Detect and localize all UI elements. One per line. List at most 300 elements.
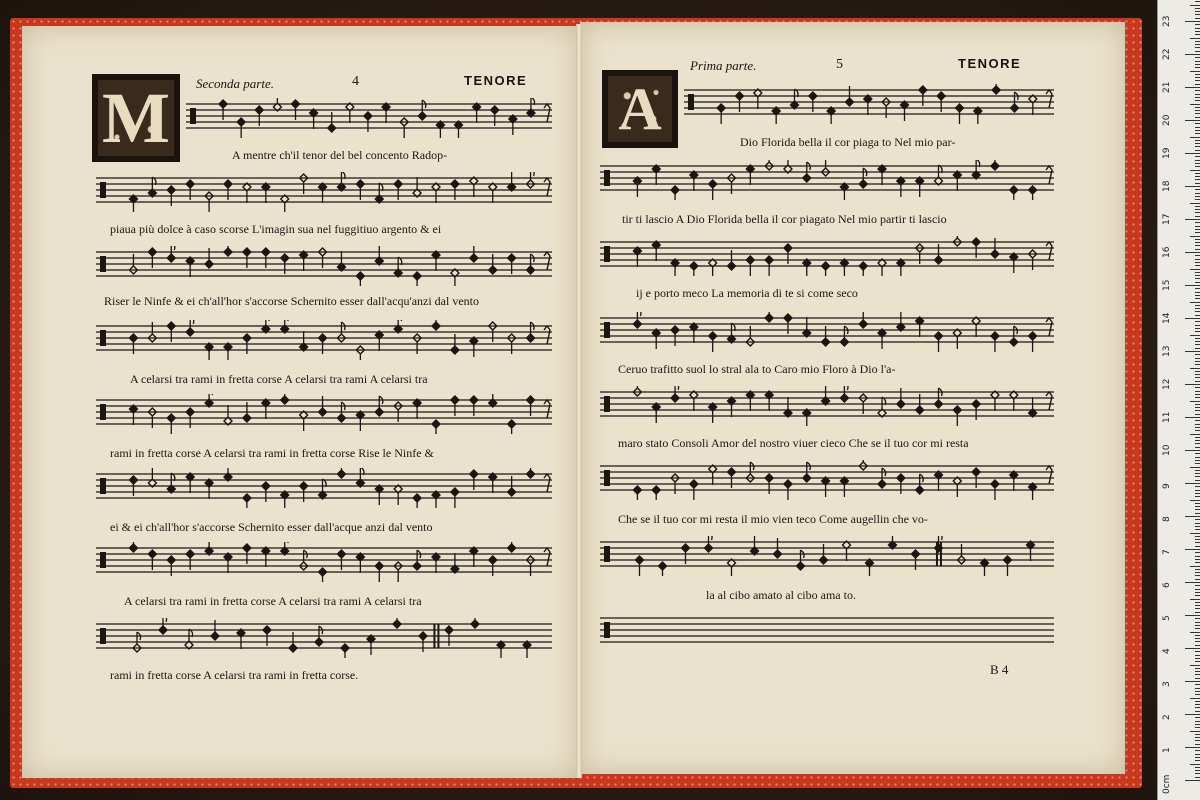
ruler-minor-tick — [1195, 255, 1200, 256]
ruler-minor-tick — [1195, 727, 1200, 728]
ruler-minor-tick — [1195, 605, 1200, 606]
ruler-minor-tick — [1195, 278, 1200, 279]
ruler-minor-tick — [1195, 750, 1200, 751]
book-spine — [576, 24, 582, 778]
lyric-line: A mentre ch'il tenor del bel concento Radop- — [232, 148, 448, 162]
ruler-minor-tick — [1195, 226, 1200, 227]
ruler-tick — [1185, 21, 1200, 22]
ruler-minor-tick — [1195, 430, 1200, 431]
ruler-label: 21 — [1162, 81, 1172, 93]
ruler-minor-tick — [1195, 272, 1200, 273]
ruler-minor-tick — [1190, 5, 1200, 6]
ruler-minor-tick — [1195, 265, 1200, 266]
ruler-minor-tick — [1195, 767, 1200, 768]
ruler-minor-tick — [1195, 179, 1200, 180]
ruler-minor-tick — [1195, 176, 1200, 177]
music-staff — [186, 98, 552, 136]
ruler-minor-tick — [1195, 57, 1200, 58]
ruler-minor-tick — [1195, 348, 1200, 349]
ruler-minor-tick — [1195, 212, 1200, 213]
ruler-tick — [1185, 681, 1200, 682]
ruler-label: 0cm — [1162, 774, 1172, 794]
lyric-line: A celarsi tra rami in fretta corse A celarsi tra rami A celarsi tra — [130, 372, 428, 386]
ruler-minor-tick — [1195, 496, 1200, 497]
ruler-minor-tick — [1195, 651, 1200, 652]
ruler-minor-tick — [1195, 249, 1200, 250]
ruler-minor-tick — [1195, 625, 1200, 626]
lyric-line: Che se il tuo cor mi resta il mio vien teco Come augellin che vo- — [618, 512, 928, 526]
ruler-minor-tick — [1195, 404, 1200, 405]
ruler-minor-tick — [1195, 311, 1200, 312]
ruler-tick — [1185, 219, 1200, 220]
ruler-label: 8 — [1162, 516, 1172, 522]
ruler-minor-tick — [1195, 585, 1200, 586]
ruler-minor-tick — [1195, 770, 1200, 771]
ruler-minor-tick — [1190, 38, 1200, 39]
lyric-line: Riser le Ninfe & ei ch'all'hor s'accorse Schernito esser dall'acqu'anzi dal vento — [104, 294, 480, 308]
ruler-minor-tick — [1195, 704, 1200, 705]
ruler-minor-tick — [1195, 674, 1200, 675]
ruler-minor-tick — [1195, 229, 1200, 230]
ruler-tick — [1185, 417, 1200, 418]
ruler-minor-tick — [1195, 734, 1200, 735]
ruler-minor-tick — [1195, 476, 1200, 477]
ruler-minor-tick — [1195, 321, 1200, 322]
ruler-label: 7 — [1162, 549, 1172, 555]
music-staff — [600, 460, 1054, 498]
ruler-minor-tick — [1195, 216, 1200, 217]
ruler-minor-tick — [1195, 602, 1200, 603]
ruler-minor-tick — [1195, 199, 1200, 200]
ruler-minor-tick — [1195, 470, 1200, 471]
ruler-minor-tick — [1195, 341, 1200, 342]
ruler-label: 16 — [1162, 246, 1172, 258]
ruler-minor-tick — [1195, 635, 1200, 636]
ruler-tick — [1185, 516, 1200, 517]
ruler-minor-tick — [1195, 94, 1200, 95]
left-voice-label: TENORE — [464, 73, 528, 88]
ruler-minor-tick — [1190, 434, 1200, 435]
ruler-minor-tick — [1195, 724, 1200, 725]
ruler-label: 20 — [1162, 114, 1172, 126]
music-staff — [600, 312, 1054, 350]
ruler-minor-tick — [1195, 325, 1200, 326]
ruler-minor-tick — [1195, 156, 1200, 157]
ruler-tick — [1185, 582, 1200, 583]
ruler-minor-tick — [1190, 368, 1200, 369]
ruler-minor-tick — [1195, 579, 1200, 580]
ruler-minor-tick — [1195, 622, 1200, 623]
ruler-minor-tick — [1195, 1, 1200, 2]
ruler-minor-tick — [1195, 150, 1200, 151]
lyric-line: Dio Florida bella il cor piaga to Nel mio par- — [740, 135, 956, 149]
ruler-minor-tick — [1195, 407, 1200, 408]
ruler-minor-tick — [1195, 519, 1200, 520]
ruler-minor-tick — [1195, 628, 1200, 629]
ruler-minor-tick — [1195, 440, 1200, 441]
ruler-minor-tick — [1195, 744, 1200, 745]
ruler-minor-tick — [1195, 133, 1200, 134]
ruler-label: 10 — [1162, 444, 1172, 456]
ruler-minor-tick — [1195, 127, 1200, 128]
ruler-minor-tick — [1195, 18, 1200, 19]
ruler-minor-tick — [1195, 146, 1200, 147]
ruler-minor-tick — [1195, 84, 1200, 85]
ruler-minor-tick — [1190, 203, 1200, 204]
ruler-minor-tick — [1190, 467, 1200, 468]
ruler-minor-tick — [1190, 269, 1200, 270]
ruler-minor-tick — [1195, 397, 1200, 398]
ruler-minor-tick — [1195, 11, 1200, 12]
ruler-minor-tick — [1195, 678, 1200, 679]
ruler-minor-tick — [1195, 447, 1200, 448]
ruler-tick — [1185, 120, 1200, 121]
ruler-minor-tick — [1195, 51, 1200, 52]
ruler-label: 4 — [1162, 648, 1172, 654]
ruler-tick — [1185, 549, 1200, 550]
ruler-minor-tick — [1195, 282, 1200, 283]
ruler-minor-tick — [1195, 331, 1200, 332]
ruler-minor-tick — [1195, 757, 1200, 758]
music-staff — [600, 160, 1054, 198]
ruler-minor-tick — [1195, 166, 1200, 167]
ruler-minor-tick — [1195, 387, 1200, 388]
ruler-tick — [1185, 54, 1200, 55]
ruler-minor-tick — [1190, 71, 1200, 72]
ruler-minor-tick — [1195, 14, 1200, 15]
ruler-minor-tick — [1195, 222, 1200, 223]
ruler-minor-tick — [1195, 358, 1200, 359]
ruler-minor-tick — [1195, 694, 1200, 695]
ruler-minor-tick — [1195, 513, 1200, 514]
ruler-label: 3 — [1162, 681, 1172, 687]
ruler-minor-tick — [1195, 569, 1200, 570]
ruler-minor-tick — [1190, 632, 1200, 633]
ruler-minor-tick — [1195, 80, 1200, 81]
ruler-minor-tick — [1190, 500, 1200, 501]
ruler-minor-tick — [1195, 701, 1200, 702]
ruler-minor-tick — [1190, 137, 1200, 138]
ruler-label: 23 — [1162, 15, 1172, 27]
ruler-minor-tick — [1195, 717, 1200, 718]
ruler-minor-tick — [1195, 305, 1200, 306]
ruler-minor-tick — [1195, 688, 1200, 689]
decorated-initial-a — [602, 70, 678, 148]
ruler-minor-tick — [1195, 572, 1200, 573]
ruler-minor-tick — [1195, 315, 1200, 316]
ruler-tick — [1185, 87, 1200, 88]
ruler-tick — [1185, 351, 1200, 352]
ruler-minor-tick — [1195, 90, 1200, 91]
ruler-minor-tick — [1195, 28, 1200, 29]
ruler-minor-tick — [1195, 163, 1200, 164]
ruler-tick — [1185, 747, 1200, 748]
ruler-minor-tick — [1195, 8, 1200, 9]
ruler-minor-tick — [1195, 523, 1200, 524]
ruler-minor-tick — [1195, 437, 1200, 438]
ruler-label: 6 — [1162, 582, 1172, 588]
music-staff — [96, 394, 552, 432]
ruler-minor-tick — [1190, 566, 1200, 567]
ruler-tick — [1185, 648, 1200, 649]
ruler-minor-tick — [1195, 61, 1200, 62]
ruler-minor-tick — [1195, 364, 1200, 365]
ruler-minor-tick — [1190, 401, 1200, 402]
ruler-minor-tick — [1195, 160, 1200, 161]
ruler-minor-tick — [1195, 592, 1200, 593]
left-section-title: Seconda parte. — [196, 76, 274, 91]
lyric-line: maro stato Consoli Amor del nostro viuer cieco Che se il tuo cor mi resta — [618, 436, 969, 450]
ruler-minor-tick — [1195, 344, 1200, 345]
ruler-minor-tick — [1195, 209, 1200, 210]
ruler-minor-tick — [1195, 562, 1200, 563]
ruler-minor-tick — [1195, 97, 1200, 98]
left-page-number: 4 — [352, 74, 359, 89]
ruler-minor-tick — [1195, 374, 1200, 375]
music-staff — [684, 84, 1054, 122]
initial-letter: A — [618, 75, 662, 142]
ruler-minor-tick — [1195, 245, 1200, 246]
music-staff — [600, 386, 1054, 424]
ruler-minor-tick — [1195, 546, 1200, 547]
ruler-minor-tick — [1195, 490, 1200, 491]
right-page-number: 5 — [836, 57, 843, 72]
ruler-minor-tick — [1190, 698, 1200, 699]
ruler-tick — [1185, 153, 1200, 154]
ruler-minor-tick — [1195, 773, 1200, 774]
music-staff — [96, 542, 552, 580]
ruler-minor-tick — [1195, 539, 1200, 540]
ruler-minor-tick — [1195, 608, 1200, 609]
ruler-minor-tick — [1195, 110, 1200, 111]
lyric-line: Ceruo trafitto suol lo stral ala to Caro mio Floro à Dio l'a- — [618, 362, 896, 376]
music-staff — [600, 236, 1054, 274]
ruler-minor-tick — [1195, 298, 1200, 299]
ruler-label: 9 — [1162, 483, 1172, 489]
ruler-minor-tick — [1195, 292, 1200, 293]
ruler-minor-tick — [1195, 526, 1200, 527]
ruler-minor-tick — [1195, 503, 1200, 504]
ruler-minor-tick — [1195, 183, 1200, 184]
ruler-minor-tick — [1195, 671, 1200, 672]
ruler-minor-tick — [1195, 74, 1200, 75]
ruler-minor-tick — [1195, 453, 1200, 454]
ruler-minor-tick — [1195, 589, 1200, 590]
ruler-minor-tick — [1195, 67, 1200, 68]
ruler-minor-tick — [1195, 457, 1200, 458]
ruler-minor-tick — [1195, 575, 1200, 576]
ruler-minor-tick — [1195, 371, 1200, 372]
ruler-minor-tick — [1195, 24, 1200, 25]
ruler-label: 18 — [1162, 180, 1172, 192]
ruler-label: 22 — [1162, 48, 1172, 60]
ruler-minor-tick — [1190, 335, 1200, 336]
ruler-minor-tick — [1190, 170, 1200, 171]
lyric-line: tir ti lascio A Dio Florida bella il cor piagato Nel mio partir ti lascio — [622, 212, 947, 226]
ruler-label: 1 — [1162, 747, 1172, 753]
ruler-minor-tick — [1195, 77, 1200, 78]
ruler-label: 11 — [1162, 411, 1172, 423]
ruler-tick — [1185, 615, 1200, 616]
ruler-minor-tick — [1195, 509, 1200, 510]
ruler-minor-tick — [1195, 140, 1200, 141]
ruler-minor-tick — [1195, 559, 1200, 560]
ruler-minor-tick — [1195, 189, 1200, 190]
lyric-line: piaua più dolce à caso scorse L'imagin sua nel fuggitiuo argento & ei — [110, 222, 442, 236]
ruler-label: 17 — [1162, 213, 1172, 225]
ruler-minor-tick — [1195, 737, 1200, 738]
ruler-tick — [1185, 483, 1200, 484]
ruler-minor-tick — [1195, 645, 1200, 646]
ruler-tick — [1185, 714, 1200, 715]
ruler-label: 13 — [1162, 345, 1172, 357]
ruler-minor-tick — [1195, 328, 1200, 329]
lyric-line: ei & ei ch'all'hor s'accorse Schernito esser dall'acque anzi dal vento — [110, 520, 433, 534]
ruler-minor-tick — [1195, 354, 1200, 355]
lyric-line: ij e porto meco La memoria di te si come seco — [636, 286, 858, 300]
ruler-minor-tick — [1195, 117, 1200, 118]
ruler-minor-tick — [1195, 618, 1200, 619]
ruler-minor-tick — [1195, 130, 1200, 131]
ruler-minor-tick — [1195, 143, 1200, 144]
ruler-minor-tick — [1195, 661, 1200, 662]
ruler-minor-tick — [1195, 668, 1200, 669]
ruler-minor-tick — [1195, 612, 1200, 613]
ruler-minor-tick — [1195, 552, 1200, 553]
ruler-minor-tick — [1195, 740, 1200, 741]
ruler-minor-tick — [1195, 658, 1200, 659]
ruler-minor-tick — [1190, 731, 1200, 732]
ruler-minor-tick — [1190, 665, 1200, 666]
music-staff — [600, 536, 1054, 574]
ruler-minor-tick — [1195, 493, 1200, 494]
ruler-minor-tick — [1195, 473, 1200, 474]
ruler-minor-tick — [1195, 275, 1200, 276]
ruler-minor-tick — [1195, 691, 1200, 692]
ruler-label: 12 — [1162, 378, 1172, 390]
ruler-minor-tick — [1195, 443, 1200, 444]
ruler-minor-tick — [1195, 47, 1200, 48]
ruler-minor-tick — [1195, 196, 1200, 197]
decorated-initial-m — [92, 74, 180, 162]
ruler-minor-tick — [1195, 486, 1200, 487]
ruler-minor-tick — [1195, 777, 1200, 778]
lyric-line: rami in fretta corse A celarsi tra rami in fretta corse Rise le Ninfe & — [110, 446, 434, 460]
ruler-minor-tick — [1195, 760, 1200, 761]
right-voice-label: TENORE — [958, 56, 1022, 71]
ruler-minor-tick — [1195, 295, 1200, 296]
ruler-minor-tick — [1195, 288, 1200, 289]
ruler-minor-tick — [1195, 123, 1200, 124]
ruler-label: 2 — [1162, 714, 1172, 720]
ruler-minor-tick — [1195, 427, 1200, 428]
ruler-minor-tick — [1195, 536, 1200, 537]
ruler-minor-tick — [1190, 599, 1200, 600]
ruler-minor-tick — [1195, 721, 1200, 722]
ruler-minor-tick — [1195, 394, 1200, 395]
ruler-tick — [1185, 384, 1200, 385]
ruler-minor-tick — [1195, 113, 1200, 114]
ruler-tick — [1185, 186, 1200, 187]
ruler-minor-tick — [1190, 533, 1200, 534]
ruler-minor-tick — [1195, 754, 1200, 755]
lyric-line: rami in fretta corse A celarsi tra rami in fretta corse. — [110, 668, 359, 682]
ruler-tick — [1185, 450, 1200, 451]
ruler-tick — [1185, 252, 1200, 253]
ruler-minor-tick — [1195, 377, 1200, 378]
ruler-minor-tick — [1195, 44, 1200, 45]
ruler-minor-tick — [1195, 206, 1200, 207]
ruler-minor-tick — [1195, 239, 1200, 240]
ruler-minor-tick — [1195, 595, 1200, 596]
ruler-tick — [1185, 780, 1200, 781]
lyric-line: A celarsi tra rami in fretta corse A celarsi tra rami A celarsi tra — [124, 594, 422, 608]
ruler-minor-tick — [1195, 542, 1200, 543]
ruler-minor-tick — [1195, 242, 1200, 243]
music-staff — [96, 172, 552, 210]
ruler-minor-tick — [1195, 31, 1200, 32]
ruler-minor-tick — [1195, 34, 1200, 35]
ruler-minor-tick — [1195, 338, 1200, 339]
ruler-minor-tick — [1195, 655, 1200, 656]
ruler-minor-tick — [1190, 764, 1200, 765]
ruler-minor-tick — [1195, 107, 1200, 108]
ruler-minor-tick — [1195, 684, 1200, 685]
ruler-minor-tick — [1195, 556, 1200, 557]
ruler-minor-tick — [1195, 506, 1200, 507]
ruler-minor-tick — [1195, 391, 1200, 392]
ruler-minor-tick — [1195, 463, 1200, 464]
ruler-minor-tick — [1195, 641, 1200, 642]
music-staff — [96, 320, 552, 358]
ruler-minor-tick — [1195, 193, 1200, 194]
music-staff — [96, 246, 552, 284]
lyric-line: la al cibo amato al cibo ama to. — [706, 588, 856, 602]
ruler-tick — [1185, 285, 1200, 286]
ruler-minor-tick — [1195, 638, 1200, 639]
music-staff — [600, 612, 1054, 650]
ruler-label: 14 — [1162, 312, 1172, 324]
ruler-minor-tick — [1195, 173, 1200, 174]
ruler-minor-tick — [1190, 104, 1200, 105]
ruler-minor-tick — [1195, 64, 1200, 65]
ruler-minor-tick — [1195, 410, 1200, 411]
ruler-minor-tick — [1195, 262, 1200, 263]
ruler-minor-tick — [1195, 41, 1200, 42]
music-staff — [96, 468, 552, 506]
ruler-label: 19 — [1162, 147, 1172, 159]
ruler-minor-tick — [1195, 711, 1200, 712]
ruler-minor-tick — [1195, 308, 1200, 309]
music-staff — [96, 618, 552, 656]
ruler-minor-tick — [1195, 420, 1200, 421]
ruler-minor-tick — [1195, 529, 1200, 530]
ruler-label: 5 — [1162, 615, 1172, 621]
ruler-tick — [1185, 318, 1200, 319]
ruler-minor-tick — [1195, 361, 1200, 362]
signature-mark: B 4 — [990, 662, 1009, 677]
ruler-minor-tick — [1195, 381, 1200, 382]
ruler-minor-tick — [1190, 302, 1200, 303]
ruler-minor-tick — [1195, 424, 1200, 425]
ruler-label: 15 — [1162, 279, 1172, 291]
ruler-minor-tick — [1195, 480, 1200, 481]
right-section-title: Prima parte. — [690, 58, 757, 73]
ruler-minor-tick — [1195, 259, 1200, 260]
ruler-minor-tick — [1190, 236, 1200, 237]
measurement-ruler — [1157, 0, 1200, 800]
ruler-minor-tick — [1195, 100, 1200, 101]
